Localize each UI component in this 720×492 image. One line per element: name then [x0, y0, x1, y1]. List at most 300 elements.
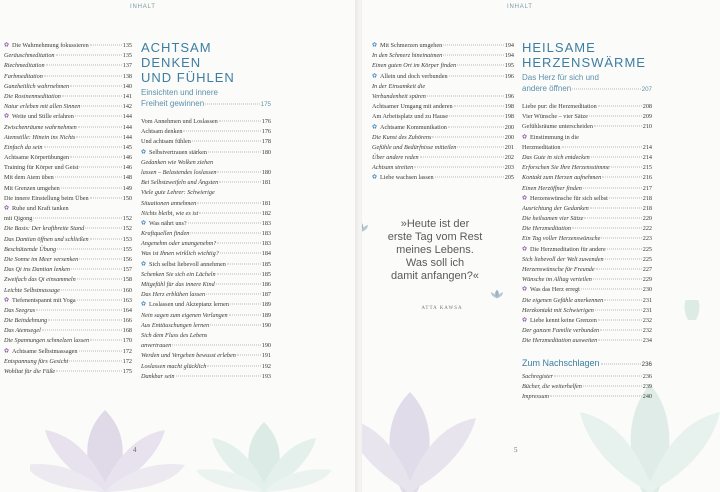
toc-entry-title: Die heilsamen vier Sätze [522, 215, 584, 223]
lotus-bullet-icon: ✿ [141, 220, 147, 227]
toc-entry-title: Dankbar sein [141, 372, 175, 380]
toc-entry[interactable] [4, 245, 132, 255]
toc-entry[interactable] [141, 351, 271, 361]
toc-entry[interactable] [522, 224, 652, 234]
toc-entry-title: Liebe kennt keine Grenzen [530, 316, 597, 324]
toc-entry-title: In der Einsamkeit die [372, 82, 426, 90]
lotus-bullet-icon: ✿ [372, 174, 378, 181]
toc-entry[interactable] [522, 296, 652, 306]
toc-entry-title: Wohltat für die Füße [4, 368, 56, 375]
toc-entry[interactable] [141, 137, 271, 147]
toc-entry-page: 152 [122, 215, 132, 223]
toc-entry-title: lassen – Belastendes loslassen [141, 168, 217, 176]
toc-entry[interactable] [522, 102, 652, 112]
toc-entry-title: Das Seegras [4, 306, 36, 314]
toc-entry[interactable] [4, 92, 132, 102]
toc-entry-page: 144 [122, 133, 132, 141]
toc-entry-title: Mit dem Atem üben [4, 174, 54, 182]
page-number-right: 5 [514, 446, 518, 454]
toc-entry-title: Beschützende Übung [4, 245, 57, 253]
toc-entry-title: Die Spannungen schmelzen lassen [4, 337, 90, 345]
chapter-title-line: ACHTSAM DENKEN [141, 40, 212, 70]
toc-entry-title: Achtsam denken [141, 128, 183, 136]
chapter-subtitle-entry[interactable] [522, 83, 652, 94]
toc-entry-page: 150 [122, 194, 132, 202]
toc-entry-page: 146 [122, 154, 132, 162]
quote-block [365, 218, 505, 283]
toc-entry[interactable] [372, 102, 514, 112]
toc-entry[interactable] [522, 234, 652, 244]
toc-entry-page: 194 [504, 42, 514, 49]
toc-entry-page: 163 [122, 296, 132, 304]
toc-entry[interactable] [372, 82, 514, 92]
toc-entry-page: 181 [261, 179, 271, 187]
toc-entry[interactable] [372, 92, 514, 102]
toc-entry-page: 227 [642, 266, 652, 273]
toc-entry-page: 156 [122, 255, 132, 263]
toc-entry[interactable] [4, 235, 132, 245]
toc-entry-title: Achtsame Körperübungen [4, 154, 70, 162]
running-header-left: INHALT [130, 4, 156, 10]
toc-entry-page: 180 [261, 148, 271, 156]
toc-entry-title: Schenken Sie sich ein Lächeln [141, 270, 216, 278]
toc-entry-page: 189 [261, 301, 271, 309]
toc-entry[interactable] [4, 72, 132, 82]
toc-entry-page: 166 [122, 317, 132, 325]
lotus-bullet-icon: ✿ [4, 348, 10, 355]
toc-entry-title: Wünsche im Alltag verteilen [522, 276, 592, 284]
chapter-subtitle-text: andere öffnen [522, 84, 572, 93]
toc-entry[interactable] [522, 112, 652, 122]
toc-entry-page: 160 [122, 286, 132, 294]
toc-entry-page: 181 [261, 199, 271, 207]
toc-entry[interactable] [522, 372, 652, 382]
toc-entry[interactable] [522, 392, 652, 402]
lotus-bullet-icon: ✿ [141, 301, 147, 308]
toc-entry-page: 175 [122, 368, 132, 375]
toc-entry-page: 239 [642, 382, 652, 390]
lotus-small-icon-right [491, 289, 503, 299]
toc-entry[interactable] [141, 260, 271, 270]
toc-entry-page: 153 [122, 235, 132, 243]
right-page [362, 0, 720, 492]
toc-entry-page: 198 [504, 103, 514, 111]
toc-entry[interactable] [4, 41, 132, 51]
toc-entry-page: 196 [504, 72, 514, 80]
toc-entry[interactable] [141, 127, 271, 137]
toc-entry-page: 145 [122, 143, 132, 151]
toc-entry-title: Achtsamer Umgang mit anderen [372, 103, 453, 111]
lotus-bullet-icon: ✿ [141, 149, 147, 156]
toc-entry-page: 231 [642, 296, 652, 304]
toc-entry-page: 142 [122, 103, 132, 111]
chapter-title-heilsam [522, 40, 652, 70]
left-page [0, 0, 358, 492]
toc-entry[interactable] [4, 224, 132, 234]
chapter-subtitle-line: Einsichten und innere [141, 88, 218, 97]
toc-entry-title: Das Qi ins Dantian lenken [4, 266, 70, 274]
toc-entry-page: 164 [122, 306, 132, 314]
toc-entry-title: Kontakt zum Herzen aufnehmen [522, 174, 602, 182]
toc-entry[interactable] [141, 209, 271, 219]
toc-entry-page: 138 [122, 72, 132, 80]
toc-entry-title: Viele gute Lehrer: Schwierige [141, 189, 215, 197]
toc-entry[interactable] [4, 326, 132, 336]
toc-entry[interactable] [141, 270, 271, 280]
toc-entry-page: 203 [504, 164, 514, 172]
toc-entry[interactable] [141, 331, 271, 341]
toc-entry-title: Achtsame Kommunikation [380, 123, 447, 131]
toc-entry-title: Die innere Einstellung beim Üben [4, 194, 89, 202]
toc-entry-page: 214 [642, 143, 652, 151]
toc-entry-page: 215 [642, 164, 652, 172]
toc-entry-title: Einen guten Ort im Körper finden [372, 62, 457, 70]
toc-entry[interactable] [141, 239, 271, 249]
toc-entry[interactable] [141, 168, 271, 178]
toc-entry[interactable] [4, 143, 132, 153]
toc-entry-title: Liebe pur: die Herzmeditation [522, 103, 597, 110]
toc-entry[interactable] [522, 143, 652, 153]
toc-entry-title: Aus Enttäuschungen lernen [141, 321, 210, 329]
toc-entry[interactable] [372, 112, 514, 122]
toc-entry-title: Erforschen Sie Ihre Herzensstimme [522, 164, 610, 172]
toc-entry-page: 189 [261, 311, 271, 319]
toc-entry-page: 236 [642, 372, 652, 380]
toc-entry[interactable] [141, 117, 271, 127]
toc-entry-page: 231 [642, 306, 652, 314]
toc-entry-title: Impressum [522, 392, 549, 400]
toc-entry[interactable] [141, 148, 271, 158]
toc-entry-page: 232 [642, 327, 652, 335]
toc-entry-title: Die Herzmeditation [522, 225, 571, 233]
toc-entry[interactable] [4, 255, 132, 265]
toc-entry-title: Weite und Stille erfahren [12, 113, 74, 121]
toc-entry-page: 176 [261, 128, 271, 136]
chapter-subtitle-text: Freiheit gewinnen [141, 99, 205, 108]
toc-entry-page: 195 [504, 62, 514, 70]
toc-entry-title: Werden und Vergehen bewusst erleben [141, 352, 236, 360]
toc-entry-title: Mitgefühl für das innere Kind [141, 281, 215, 288]
toc-entry-title: Verbundenheit spüren [372, 92, 426, 100]
toc-entry[interactable] [522, 306, 652, 316]
toc-entry-title: Das Atemsegel [4, 327, 41, 335]
toc-entry[interactable] [4, 204, 132, 214]
lotus-bullet-icon: ✿ [4, 42, 10, 49]
toc-entry-title: Die Wahrnehmung fokussieren [12, 42, 89, 49]
toc-entry-title: Achtsam streiten [372, 164, 414, 172]
toc-entry-title: Angenehm oder unangenehm? [141, 240, 217, 248]
toc-entry[interactable] [141, 362, 271, 372]
toc-entry-title: Die Beindehnung [4, 317, 48, 325]
toc-entry-page: 191 [261, 352, 271, 360]
toc-entry-page: 214 [642, 153, 652, 161]
toc-entry-page: 209 [642, 113, 652, 121]
toc-entry[interactable] [522, 382, 652, 392]
toc-entry[interactable] [4, 123, 132, 133]
toc-entry-page: 146 [122, 164, 132, 172]
toc-entry[interactable] [522, 245, 652, 255]
toc-entry-title: anvertrauen [141, 342, 172, 350]
toc-entry[interactable] [141, 372, 271, 382]
appendix-title-entry[interactable] [522, 357, 652, 369]
chapter-subtitle-entry[interactable] [141, 98, 271, 109]
toc-entry[interactable] [372, 153, 514, 163]
toc-entry[interactable] [4, 61, 132, 71]
toc-entry[interactable] [522, 163, 652, 173]
toc-entry[interactable] [522, 336, 652, 346]
toc-entry[interactable] [522, 255, 652, 265]
lotus-bullet-icon: ✿ [372, 73, 378, 80]
chapter-subtitle-line: Das Herz für sich und [522, 73, 599, 82]
toc-entry[interactable] [4, 347, 132, 357]
toc-entry-page: 144 [122, 113, 132, 121]
toc-entry[interactable] [4, 82, 132, 92]
toc-entry[interactable] [4, 194, 132, 204]
toc-entry-title: Tiefenentspannt mit Yoga [12, 296, 76, 304]
toc-entry-page: 149 [122, 184, 132, 192]
toc-entry[interactable] [522, 326, 652, 336]
toc-entry-page: 210 [642, 123, 652, 131]
toc-entry-title: Liebe wachsen lassen [380, 174, 434, 182]
toc-entry-page: 135 [122, 42, 132, 49]
chapter-title-achtsam [141, 40, 271, 85]
toc-entry-title: Die Basis: Der kraftbreite Stand [4, 225, 85, 233]
toc-entry[interactable] [522, 316, 652, 326]
toc-entry-title: Achtsame Selbstmassagen [12, 347, 78, 355]
chapter-subtitle [522, 73, 652, 94]
toc-entry[interactable] [4, 316, 132, 326]
toc-entry-page: 168 [122, 327, 132, 335]
chapter-title-line: HERZENSWÄRME [522, 55, 646, 70]
toc-entry-title: Herzmeditation [522, 143, 561, 151]
toc-entry[interactable] [141, 300, 271, 310]
toc-entry[interactable] [4, 336, 132, 346]
toc-entry-page: 137 [122, 62, 132, 70]
toc-entry-page: 141 [122, 92, 132, 100]
toc-entry-title: Über andere reden [372, 154, 419, 162]
toc-entry[interactable] [4, 367, 132, 377]
toc-entry[interactable] [372, 163, 514, 173]
toc-entry-page: 193 [261, 372, 271, 380]
toc-entry-title: Allein und doch verbunden [380, 72, 448, 80]
toc-entry-page: 200 [504, 133, 514, 141]
toc-entry[interactable] [4, 265, 132, 275]
toc-entry[interactable] [372, 41, 514, 51]
toc-entry[interactable] [141, 249, 271, 259]
toc-entry[interactable] [372, 133, 514, 143]
toc-entry[interactable] [141, 219, 271, 229]
toc-entry-title: Ruhe und Kraft tanken [12, 205, 69, 212]
toc-entry[interactable] [141, 290, 271, 300]
toc-entry-page: 183 [261, 230, 271, 238]
toc-entry-page: 190 [261, 321, 271, 329]
toc-entry[interactable] [141, 199, 271, 209]
toc-entry-page: 218 [642, 194, 652, 202]
toc-entry[interactable] [141, 311, 271, 321]
toc-entry-title: Sachregister [522, 372, 554, 380]
toc-entry[interactable] [522, 214, 652, 224]
toc-entry-page: 223 [642, 235, 652, 243]
toc-entry[interactable] [522, 285, 652, 295]
toc-entry[interactable] [372, 173, 514, 183]
toc-entry-page: 135 [122, 52, 132, 60]
toc-entry-page: 158 [122, 276, 132, 284]
toc-entry[interactable] [372, 72, 514, 82]
toc-entry-page: 186 [261, 281, 271, 288]
toc-entry-page: 148 [122, 174, 132, 182]
toc-entry-title: Nichts bleibt, wie es ist [141, 209, 199, 217]
toc-entry-title: Loslassen macht glücklich [141, 362, 207, 370]
toc-entry[interactable] [522, 275, 652, 285]
lotus-bullet-icon: ✿ [372, 124, 378, 130]
toc-entry[interactable] [141, 158, 271, 168]
toc-entry-page: 200 [504, 123, 514, 131]
toc-entry-title: Sich dem Fluss des Lebens [141, 331, 208, 339]
toc-entry[interactable] [4, 153, 132, 163]
toc-entry[interactable] [4, 133, 132, 143]
toc-entry-title: Die Herzmeditation ausweiten [522, 337, 598, 345]
toc-entry-title: Herzenswünsche für sich selbst [530, 194, 608, 202]
toc-entry[interactable] [522, 204, 652, 214]
toc-entry-title: Training für Körper und Geist [4, 164, 79, 172]
lotus-bullet-icon: ✿ [522, 134, 528, 141]
toc-entry[interactable] [4, 102, 132, 112]
toc-entry-title: Selbstvertrauen stärken [149, 148, 207, 156]
toc-entry[interactable] [4, 112, 132, 122]
toc-entry[interactable] [141, 229, 271, 239]
toc-entry-title: Bücher, die weiterhelfen [522, 382, 582, 390]
toc-entry[interactable] [372, 143, 514, 153]
toc-entry-page: 180 [261, 168, 271, 176]
toc-entry[interactable] [372, 123, 514, 133]
toc-entry-title: Situationen annehmen [141, 199, 197, 207]
quote-line: meines Lebens. [396, 244, 474, 256]
toc-entry-page: 192 [261, 362, 271, 370]
chapter-subtitle-page: 207 [641, 86, 652, 93]
toc-column-3 [372, 41, 514, 184]
toc-entry[interactable] [4, 163, 132, 173]
toc-entry-title: Farbmeditation [4, 72, 43, 80]
toc-entry[interactable] [522, 173, 652, 183]
toc-entry[interactable] [141, 341, 271, 351]
toc-entry[interactable] [141, 188, 271, 198]
toc-entry[interactable] [4, 51, 132, 61]
toc-entry-title: Die eigenen Gefühle anerkennen [522, 296, 604, 304]
toc-entry[interactable] [141, 178, 271, 188]
appendix-title: Zum Nachschlagen [522, 357, 600, 368]
toc-entry-title: Was das Herz erregt [530, 286, 580, 294]
toc-entry[interactable] [522, 265, 652, 275]
toc-entry-title: Ein Tag voller Herzenswünsche [522, 235, 601, 243]
toc-entry-title: Mit Schmerzen umgehen [380, 42, 443, 49]
toc-entry-title: Gedanken wie Wolken ziehen [141, 158, 214, 166]
toc-entry[interactable] [522, 184, 652, 194]
toc-entry[interactable] [372, 61, 514, 71]
toc-entry-page: 220 [642, 215, 652, 223]
toc-entry[interactable] [372, 51, 514, 61]
toc-entry[interactable] [4, 275, 132, 285]
toc-entry-title: Mit Grenzen umgehen [4, 184, 60, 192]
toc-entry-page: 218 [642, 204, 652, 212]
lotus-bullet-icon: ✿ [372, 42, 378, 49]
toc-entry[interactable] [4, 184, 132, 194]
toc-entry-page: 190 [261, 342, 271, 350]
toc-entry-page: 225 [642, 245, 652, 253]
toc-entry-page: 140 [122, 82, 132, 90]
toc-entry-title: Ausrichtung der Gedanken [522, 204, 589, 212]
toc-entry-page: 183 [261, 240, 271, 248]
toc-entry-page: 185 [261, 260, 271, 268]
lotus-bullet-icon: ✿ [4, 297, 10, 304]
lotus-bullet-icon: ✿ [4, 113, 10, 120]
lotus-bullet-icon: ✿ [522, 317, 528, 324]
lotus-left-decoration [30, 380, 350, 492]
toc-entry[interactable] [522, 133, 652, 143]
toc-entry-title: Die Herzmeditation für andere [530, 245, 606, 253]
toc-entry-page: 216 [642, 174, 652, 182]
toc-entry-title: Das Dantian öffnen und schließen [4, 235, 89, 243]
quote-line: erste Tag vom Rest [387, 231, 483, 243]
toc-entry-title: Herzenswünsche für Freunde [522, 266, 595, 273]
toc-entry[interactable] [4, 214, 132, 224]
toc-entry-title: Geräuschmeditation [4, 52, 55, 60]
toc-entry-page: 240 [642, 392, 652, 400]
toc-entry[interactable] [4, 173, 132, 183]
chapter-subtitle-page: 175 [260, 101, 271, 108]
toc-entry-title: Die Sonne im Meer versenken [4, 255, 79, 263]
toc-entry-page: 184 [261, 250, 271, 258]
toc-entry[interactable] [4, 306, 132, 316]
toc-entry[interactable] [141, 321, 271, 331]
toc-entry-page: 152 [122, 225, 132, 233]
toc-entry-title: Herzkontakt mit Schwierigen [522, 306, 594, 314]
toc-entry-title: Leichte Selbstmassage [4, 286, 60, 294]
toc-entry-page: 185 [261, 270, 271, 278]
toc-entry[interactable] [4, 357, 132, 367]
toc-entry-page: 170 [122, 337, 132, 345]
chapter-title-line: HEILSAME [522, 40, 596, 55]
toc-entry-title: Sich liebevoll der Welt zuwenden [522, 255, 604, 263]
toc-entry-title: Einen Herzöffner finden [522, 184, 582, 192]
toc-entry-page: 144 [122, 123, 132, 131]
toc-entry-title: Vier Wünsche – vier Sätze [522, 113, 588, 121]
toc-entry-page: 196 [504, 92, 514, 100]
appendix-page: 236 [641, 360, 652, 368]
chapter-subtitle [141, 88, 271, 109]
toc-entry[interactable] [522, 194, 652, 204]
toc-entry-title: Riechmeditation [4, 62, 45, 70]
toc-entry[interactable] [522, 153, 652, 163]
lotus-bullet-icon: ✿ [522, 246, 528, 253]
toc-entry-page: 182 [261, 209, 271, 217]
toc-entry-title: Zwischenräume wahrnehmen [4, 123, 77, 131]
toc-entry-title: Sich selbst liebevoll annehmen [149, 260, 226, 268]
quote-author: ATTA KAWSA [421, 306, 463, 311]
lotus-bullet-icon: ✿ [522, 286, 528, 293]
toc-entry-page: 222 [642, 225, 652, 233]
toc-entry-page: 232 [642, 316, 652, 324]
toc-entry[interactable] [522, 122, 652, 132]
toc-entry-page: 155 [122, 245, 132, 253]
toc-entry-title: Gefühle und Bedürfnisse mitteilen [372, 143, 457, 151]
toc-entry-title: Ganzheitlich wahrnehmen [4, 82, 70, 90]
toc-entry[interactable] [141, 280, 271, 290]
toc-entry[interactable] [4, 286, 132, 296]
toc-entry[interactable] [4, 296, 132, 306]
toc-entry-title: Entspannung fürs Gesicht [4, 357, 69, 365]
lotus-bullet-icon: ✿ [4, 205, 10, 212]
toc-entry-title: mit Qigong [4, 215, 33, 223]
